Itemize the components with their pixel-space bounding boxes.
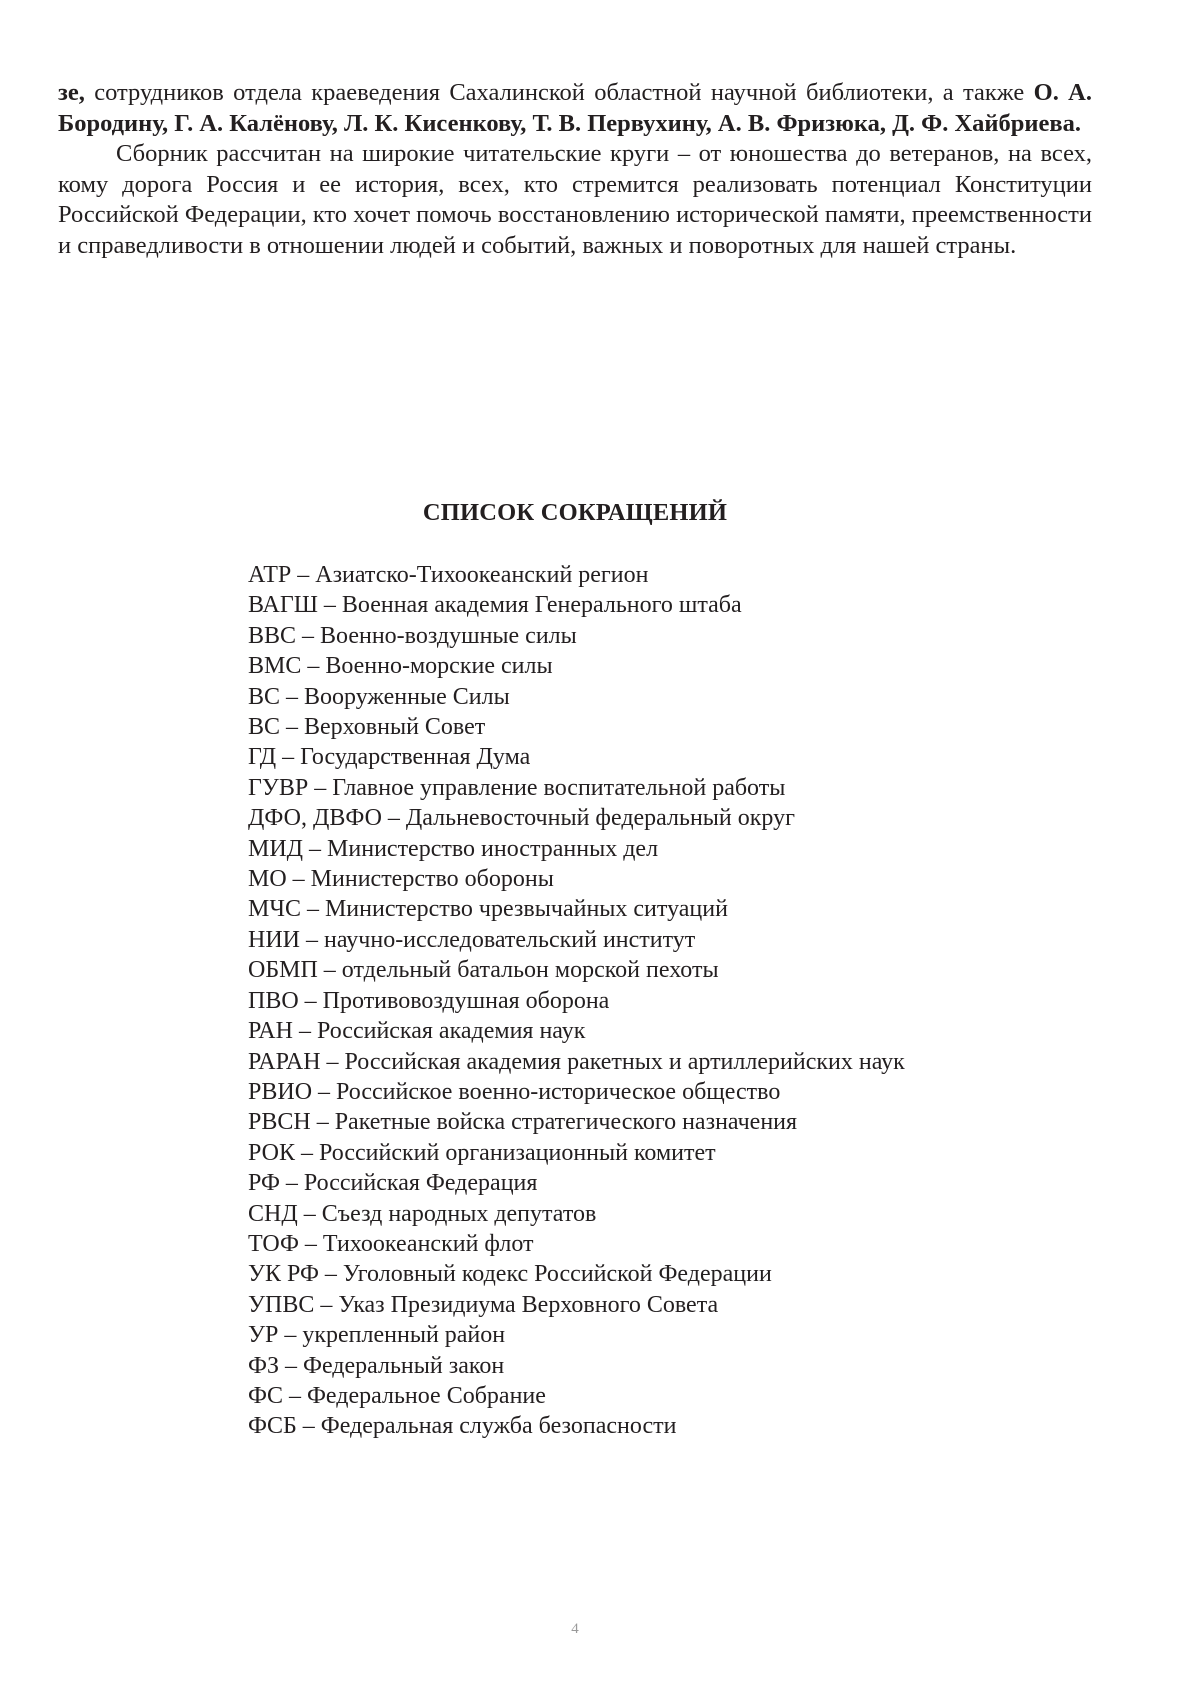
abbreviation-item: ГУВР – Главное управление воспитательной работы xyxy=(248,774,786,801)
abbreviation-item: МИД – Министерство иностранных дел xyxy=(248,835,659,862)
abbreviation-item: МО – Министерство обороны xyxy=(248,866,554,893)
abbreviation-item: ФС – Федеральное Собрание xyxy=(248,1382,546,1409)
abbreviations-list xyxy=(248,560,905,1442)
abbreviation-item: ВАГШ – Военная академия Генерального штаба xyxy=(248,592,742,619)
abbreviation-item: ДФО, ДВФО – Дальневосточный федеральный округ xyxy=(248,805,795,832)
abbreviation-item: ПВО – Противовоздушная оборона xyxy=(248,987,610,1014)
abbreviation-item: ТОФ – Тихоокеанский флот xyxy=(248,1230,534,1257)
abbreviation-item: МЧС – Министерство чрезвычайных ситуаций xyxy=(248,896,728,923)
abbreviation-item: ВВС – Военно-воздушные силы xyxy=(248,622,577,649)
page-number: 4 xyxy=(571,1621,579,1637)
intro-paragraph-2: Сборник рассчитан на широкие читательские круги – от юношества до ветеранов, на всех, кому дорога Россия и ее история, всех, кто стремится реализовать потенциал Конституции Российской Федерации, кто хочет помочь восстановлению исторической памяти, преемственности и справедливости в отношении людей и событий, важных и поворотных для нашей страны. xyxy=(58,140,1092,259)
abbreviation-item: УК РФ – Уголовный кодекс Российской Федерации xyxy=(248,1261,772,1288)
abbreviation-item: УПВС – Указ Президиума Верховного Совета xyxy=(248,1291,719,1318)
abbreviation-item: ВС – Верховный Совет xyxy=(248,714,486,741)
abbreviation-item: ВМС – Военно-морские силы xyxy=(248,653,553,680)
abbreviation-item: ОБМП – отдельный батальон морской пехоты xyxy=(248,957,719,984)
abbreviation-item: РВСН – Ракетные войска стратегического назначения xyxy=(248,1109,798,1136)
intro-lead-bold: зе, xyxy=(58,79,85,106)
abbreviation-item: ГД – Государственная Дума xyxy=(248,744,531,771)
intro-text-run: сотрудников отдела краеведения Сахалинской областной научной библиотеки, а также xyxy=(84,79,1034,106)
abbreviation-item: РАН – Российская академия наук xyxy=(248,1018,586,1045)
abbreviation-item: НИИ – научно-исследовательский институт xyxy=(248,926,696,953)
abbreviations-title: СПИСОК СОКРАЩЕНИЙ xyxy=(422,499,728,526)
abbreviation-item: РВИО – Российское военно-историческое общество xyxy=(248,1078,781,1105)
abbreviation-item: АТР – Азиатско-Тихоокеанский регион xyxy=(248,562,649,588)
intro-text xyxy=(58,78,1092,261)
abbreviation-item: ФСБ – Федеральная служба безопасности xyxy=(248,1413,677,1440)
abbreviation-item: ВС – Вооруженные Силы xyxy=(248,683,510,710)
intro-paragraph-1 xyxy=(58,78,1092,139)
abbreviation-item: ФЗ – Федеральный закон xyxy=(248,1352,505,1379)
intro-names-bold: О. А. Бородину, Г. А. Калёнову, Л. К. Кисенкову, Т. В. Первухину, А. В. Фризюка, Д. Ф. Хайбриева. xyxy=(58,79,1092,137)
abbreviation-item: РФ – Российская Федерация xyxy=(248,1170,538,1197)
abbreviation-item: РОК – Российский организационный комитет xyxy=(248,1139,716,1166)
abbreviation-item: УР – укрепленный район xyxy=(248,1322,506,1349)
abbreviation-item: РАРАН – Российская академия ракетных и артиллерийских наук xyxy=(248,1048,905,1075)
abbreviation-item: СНД – Съезд народных депутатов xyxy=(248,1200,597,1227)
